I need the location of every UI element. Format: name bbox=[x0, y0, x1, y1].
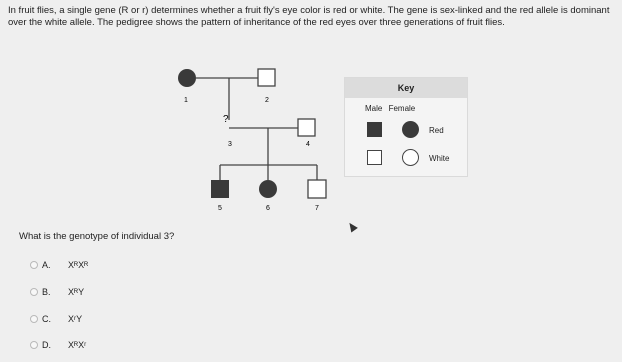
key-title: Key bbox=[345, 78, 467, 98]
label-5: 5 bbox=[218, 205, 222, 212]
key-white-label: White bbox=[429, 154, 450, 163]
individual-6-red-female bbox=[259, 180, 277, 198]
option-d[interactable] bbox=[30, 338, 86, 352]
question-text: What is the genotype of individual 3? bbox=[19, 231, 175, 242]
option-c-text: XʳY bbox=[68, 314, 83, 324]
label-2: 2 bbox=[265, 97, 269, 104]
label-4: 4 bbox=[306, 141, 310, 148]
individual-4-white-male bbox=[298, 119, 315, 136]
key-white-female-circle bbox=[402, 149, 419, 166]
key-col-male: Male bbox=[365, 104, 383, 113]
individual-5-red-male bbox=[211, 180, 229, 198]
key-red-male-square bbox=[367, 122, 382, 137]
option-a[interactable] bbox=[30, 258, 88, 272]
radio-d[interactable] bbox=[30, 341, 38, 349]
individual-1-red-female bbox=[178, 69, 196, 87]
individual-7-white-male bbox=[308, 180, 326, 198]
option-d-letter: D. bbox=[42, 340, 51, 350]
option-b-text: XᴿY bbox=[68, 287, 85, 297]
option-b[interactable] bbox=[30, 285, 84, 299]
option-a-letter: A. bbox=[42, 260, 51, 270]
key-box bbox=[344, 77, 468, 177]
intro-text: In fruit flies, a single gene (R or r) determines whether a fruit fly's eye color is red or white. The gene is sex-linked and the red allele is dominant over the white allele. The pedigree shows the pattern of inheritance of the red eyes over three generations of fruit flies. bbox=[8, 5, 610, 28]
radio-b[interactable] bbox=[30, 288, 38, 296]
key-red-label: Red bbox=[429, 126, 444, 135]
option-d-text: XᴿXʳ bbox=[68, 340, 87, 350]
radio-c[interactable] bbox=[30, 315, 38, 323]
label-1: 1 bbox=[184, 97, 188, 104]
label-3: 3 bbox=[228, 141, 232, 148]
key-red-female-circle bbox=[402, 121, 419, 138]
label-6: 6 bbox=[266, 205, 270, 212]
individual-2-white-male bbox=[258, 69, 275, 86]
radio-a[interactable] bbox=[30, 261, 38, 269]
key-column-headers bbox=[365, 104, 415, 113]
key-col-female: Female bbox=[388, 104, 416, 113]
option-c-letter: C. bbox=[42, 314, 51, 324]
key-white-male-square bbox=[367, 150, 382, 165]
option-c[interactable] bbox=[30, 312, 82, 326]
label-7: 7 bbox=[315, 205, 319, 212]
option-a-text: XᴿXᴿ bbox=[68, 260, 89, 270]
label-unknown: ? bbox=[223, 114, 229, 125]
option-b-letter: B. bbox=[42, 287, 51, 297]
